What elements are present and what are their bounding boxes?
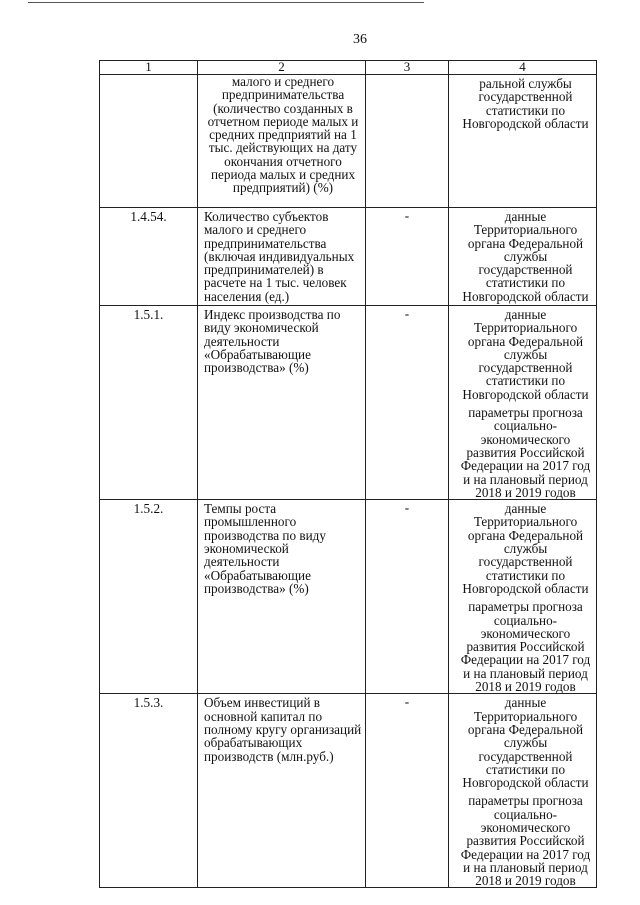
table-row — [100, 208, 597, 306]
data-source-cell — [449, 694, 597, 888]
header-col-4: 4 — [449, 61, 597, 75]
data-source-text: ральной службы государственной статистики по Новгородской области — [462, 76, 589, 131]
page-number: 36 — [353, 32, 367, 47]
indicator-text: Объем инвестиций в основной капитал по полному кругу организаций обрабатывающих производств (млн.руб.) — [198, 694, 366, 888]
table-row — [100, 75, 597, 208]
indicator-text: Количество субъектов малого и среднего предпринимательства (включая индивидуальных предпринимателей) в расчете на 1 тыс. человек населения (ед.) — [198, 208, 366, 306]
header-col-3: 3 — [366, 61, 449, 75]
header-col-1: 1 — [100, 61, 198, 75]
data-source-text: данные Территориального органа Федеральной службы государственной статистики по Новгородской области — [462, 501, 589, 596]
indicator-text: малого и среднего предпринимательства (количество созданных в отчетном периоде малых и средних предприятий на 1 тыс. действующих на дату окончания отчетного периода малых и средних предприятий) (%) — [198, 75, 366, 208]
row-number: 1.5.3. — [100, 694, 198, 888]
top-rule — [28, 2, 424, 3]
table-header-row — [100, 61, 597, 75]
data-source-text: параметры прогноза социально-экономического развития Российской Федерации на 2017 год и на плановый период 2018 и 2019 годов — [460, 793, 591, 889]
table-row — [100, 694, 597, 888]
column-3-value — [366, 75, 449, 208]
data-source-cell — [449, 75, 597, 208]
row-number: 1.5.2. — [100, 500, 198, 694]
table-row — [100, 500, 597, 694]
row-number: 1.4.54. — [100, 208, 198, 306]
indicators-table — [99, 60, 597, 888]
data-source-text: данные Территориального органа Федеральной службы государственной статистики по Новгородской области — [462, 307, 589, 402]
data-source-text: параметры прогноза социально-экономического развития Российской Федерации на 2017 год и на плановый период 2018 и 2019 годов — [460, 599, 591, 695]
data-source-text: параметры прогноза социально-экономического развития Российской Федерации на 2017 год и на плановый период 2018 и 2019 годов — [460, 405, 591, 500]
data-source-cell — [449, 208, 597, 306]
table-row — [100, 306, 597, 500]
data-source-cell — [449, 500, 597, 694]
column-3-value: - — [366, 208, 449, 306]
column-3-value: - — [366, 694, 449, 888]
indicator-text: Индекс производства по виду экономической деятельности «Обрабатывающие производства» (%) — [198, 306, 366, 500]
row-number: 1.5.1. — [100, 306, 198, 500]
column-3-value: - — [366, 306, 449, 500]
row-number — [100, 75, 198, 208]
data-source-text: данные Территориального органа Федеральной службы государственной статистики по Новгородской области — [462, 695, 589, 791]
header-col-2: 2 — [198, 61, 366, 75]
column-3-value: - — [366, 500, 449, 694]
data-source-text: данные Территориального органа Федеральной службы государственной статистики по Новгородской области — [462, 209, 589, 304]
indicator-text: Темпы роста промышленного производства по виду экономической деятельности «Обрабатывающие производства» (%) — [198, 500, 366, 694]
data-source-cell — [449, 306, 597, 500]
